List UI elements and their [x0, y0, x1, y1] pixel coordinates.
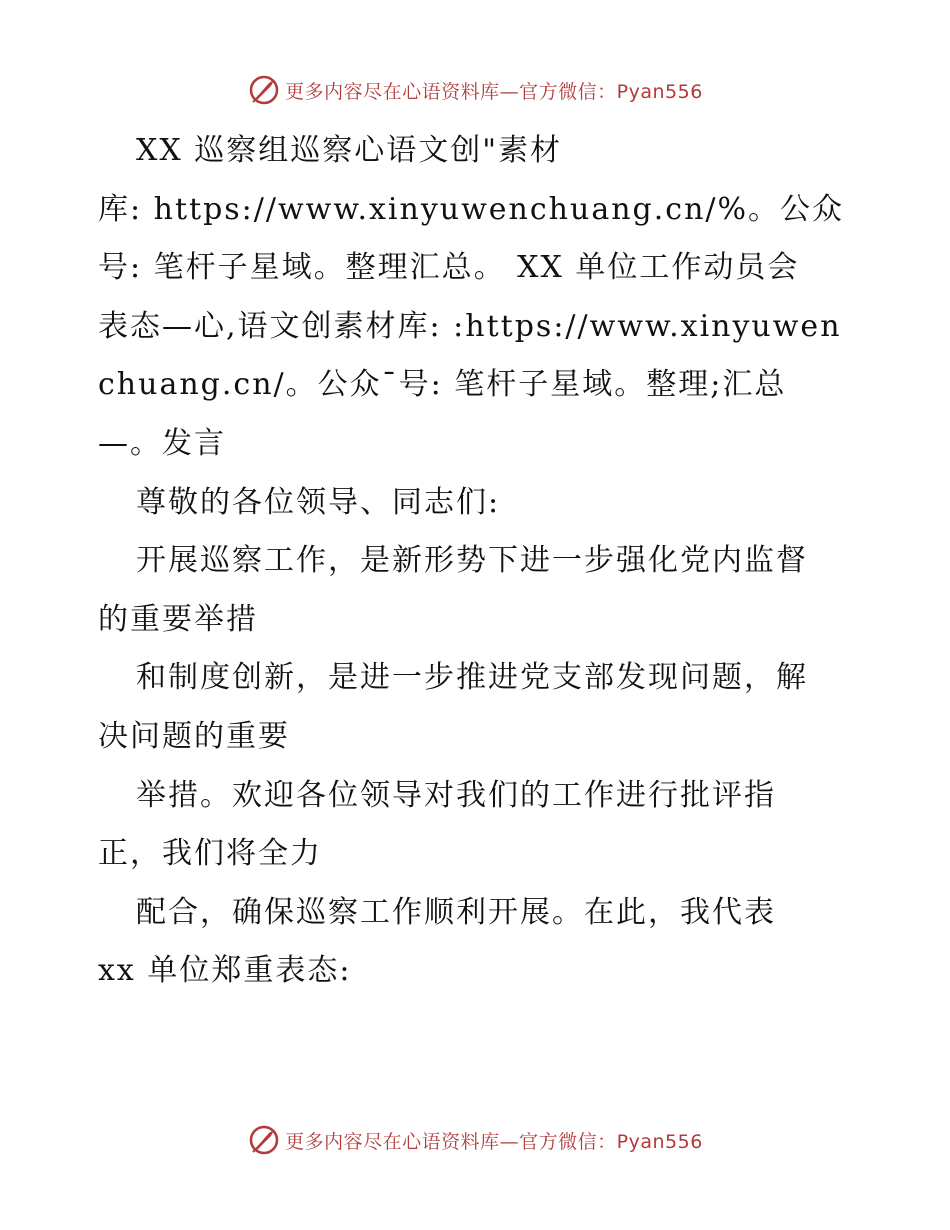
- text-line: —。发言: [98, 425, 226, 461]
- quill-pen-logo-icon: [247, 73, 281, 107]
- text-line: 配合，确保巡察工作顺利开展。在此，我代表: [136, 894, 776, 930]
- footer-watermark: [0, 1120, 950, 1160]
- text-line: 库: https://www.xinyuwenchuang.cn/%。公众: [98, 191, 844, 227]
- text-line: 表态—心,语文创素材库: :https://www.xinyuwen: [98, 308, 842, 344]
- text-line: xx 单位郑重表态:: [98, 953, 352, 989]
- quill-pen-logo-icon: [247, 1123, 281, 1157]
- text-line: 举措。欢迎各位领导对我们的工作进行批评指: [136, 777, 776, 813]
- watermark-text: 更多内容尽在心语资料库—官方微信：Pyan556: [285, 1130, 703, 1153]
- salutation: 尊敬的各位领导、同志们:: [136, 484, 501, 520]
- text-line: XX 巡察组巡察心语文创"素材: [136, 133, 563, 168]
- text-line: chuang.cn/。公众¯号: 笔杆子星域。整理;汇总: [98, 367, 787, 403]
- header-watermark: [0, 70, 950, 110]
- text-line: 决问题的重要: [98, 718, 290, 754]
- text-line: 开展巡察工作，是新形势下进一步强化党内监督: [136, 543, 808, 579]
- text-line: 号: 笔杆子星域。整理汇总。 XX 单位工作动员会: [98, 250, 800, 286]
- text-line: 的重要举措: [98, 601, 258, 637]
- watermark-text: 更多内容尽在心语资料库—官方微信：Pyan556: [285, 80, 703, 103]
- document-body: [98, 122, 858, 1001]
- text-line: 和制度创新，是进一步推进党支部发现问题，解: [136, 660, 808, 696]
- text-line: 正，我们将全力: [98, 836, 322, 872]
